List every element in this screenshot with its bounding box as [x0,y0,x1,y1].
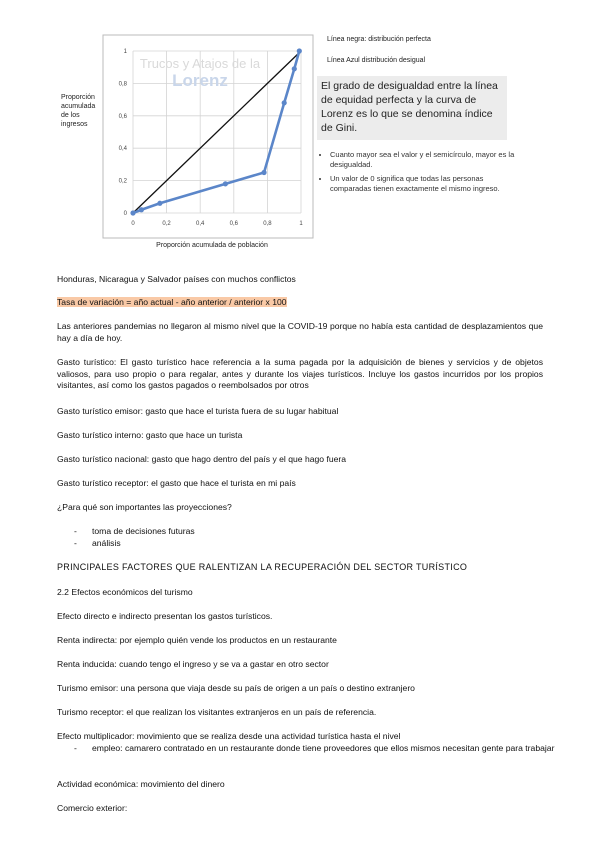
list-item: - empleo: camarero contratado en un restaurante donde tiene proveedores que ellos mismos necesitan gente para trabajar [92,743,578,755]
paragraph: Renta indirecta: por ejemplo quién vende los productos en un restaurante [57,635,337,645]
x-tick-label: 1 [299,221,303,227]
legend-blue-line: Línea Azul distribución desigual [327,57,426,64]
paragraph: Comercio exterior: [57,803,128,813]
watermark-line-1: Trucos y Atajos de la [139,56,261,71]
lorenz-data-point [282,100,287,105]
watermark-line-2: Lorenz [172,71,228,90]
lorenz-data-point [157,201,162,206]
paragraph: Las anteriores pandemias no llegaron al mismo nivel que la COVID-19 porque no había esta cantidad de desplazamientos que hay a día de hoy. [57,321,543,343]
gini-bullet: • Un valor de 0 significa que todas las personas comparadas tienen exactamente el mismo ingreso. [330,174,525,194]
x-tick-label: 0 [131,221,135,227]
x-tick-label: 0,6 [229,221,238,227]
paragraph: ¿Para qué son importantes las proyecciones? [57,502,232,512]
paragraph: Efecto multiplicador: movimiento que se realiza desde una actividad turística hasta el nivel [57,731,401,741]
x-tick-label: 0,4 [196,221,205,227]
y-tick-label: 0,2 [118,178,127,185]
y-tick-label: 1 [123,49,127,55]
x-tick-label: 0,2 [162,221,171,227]
y-tick-label: 0 [123,211,127,217]
paragraph: Honduras, Nicaragua y Salvador países con muchos conflictos [57,274,296,284]
lorenz-data-point [223,181,228,186]
legend-black-line: Línea negra: distribución perfecta [327,36,431,43]
gini-definition: El grado de desigualdad entre la línea de equidad perfecta y la curva de Lorenz es lo que se denomina índice de Gini. [321,80,498,134]
subsection-heading: 2.2 Efectos económicos del turismo [57,587,193,597]
paragraph: Gasto turístico receptor: el gasto que hace el turista en mi país [57,478,296,488]
paragraph: Efecto directo e indirecto presentan los gastos turísticos. [57,611,273,621]
paragraph [57,297,543,309]
paragraph: Turismo emisor: una persona que viaja desde su país de origen a un país o destino extranjero [57,683,415,693]
list-item: - toma de decisiones futuras [92,526,578,538]
list-item: - análisis [92,538,578,550]
y-tick-label: 0,6 [118,113,127,120]
paragraph: Actividad económica: movimiento del dinero [57,779,225,789]
lorenz-data-point [261,170,266,175]
paragraph: Gasto turístico interno: gasto que hace un turista [57,430,243,440]
x-axis-label: Proporción acumulada de población [156,242,268,249]
lorenz-data-point [139,207,144,212]
lorenz-data-point [130,210,135,215]
y-axis-label [61,94,95,128]
gini-bullet: • Cuanto mayor sea el valor y el semicírculo, mayor es la desigualdad. [330,150,525,170]
y-axis-label-line: de los [61,112,80,119]
lorenz-data-point [292,66,297,71]
multiplier-list [57,743,578,755]
paragraph: Turismo receptor: el que realizan los visitantes extranjeros en un país de referencia. [57,707,377,717]
lorenz-data-point [297,48,302,53]
y-axis-label-line: ingresos [61,121,88,128]
paragraph: Gasto turístico emisor: gasto que hace el turista fuera de su lugar habitual [57,406,339,416]
gini-bullets [314,150,525,198]
x-tick-label: 0,8 [263,221,272,227]
paragraph: Gasto turístico: El gasto turístico hace referencia a la suma pagada por la adquisición de bienes y servicios y de objetos valiosos, para uso propio o para regalar, antes y durante los viajes turísticos. Incluye los gastos incurridos por los propios visitantes, así como los gastos pagados o reembolsados por otros [57,357,543,390]
y-axis-label-line: Proporción [61,94,95,101]
paragraph: Renta inducida: cuando tengo el ingreso y se va a gastar en otro sector [57,659,329,669]
y-tick-label: 0,4 [118,146,127,153]
lorenz-chart [0,0,600,260]
projections-list [57,526,578,549]
highlighted-formula: Tasa de variación = año actual - año anterior / anterior x 100 [57,297,287,307]
y-axis-label-line: acumulada [61,103,96,110]
paragraph: Gasto turístico nacional: gasto que hago dentro del país y el que hago fuera [57,454,347,464]
section-heading: PRINCIPALES FACTORES QUE RALENTIZAN LA RECUPERACIÓN DEL SECTOR TURÍSTICO [57,562,468,572]
y-tick-label: 0,8 [118,81,127,88]
